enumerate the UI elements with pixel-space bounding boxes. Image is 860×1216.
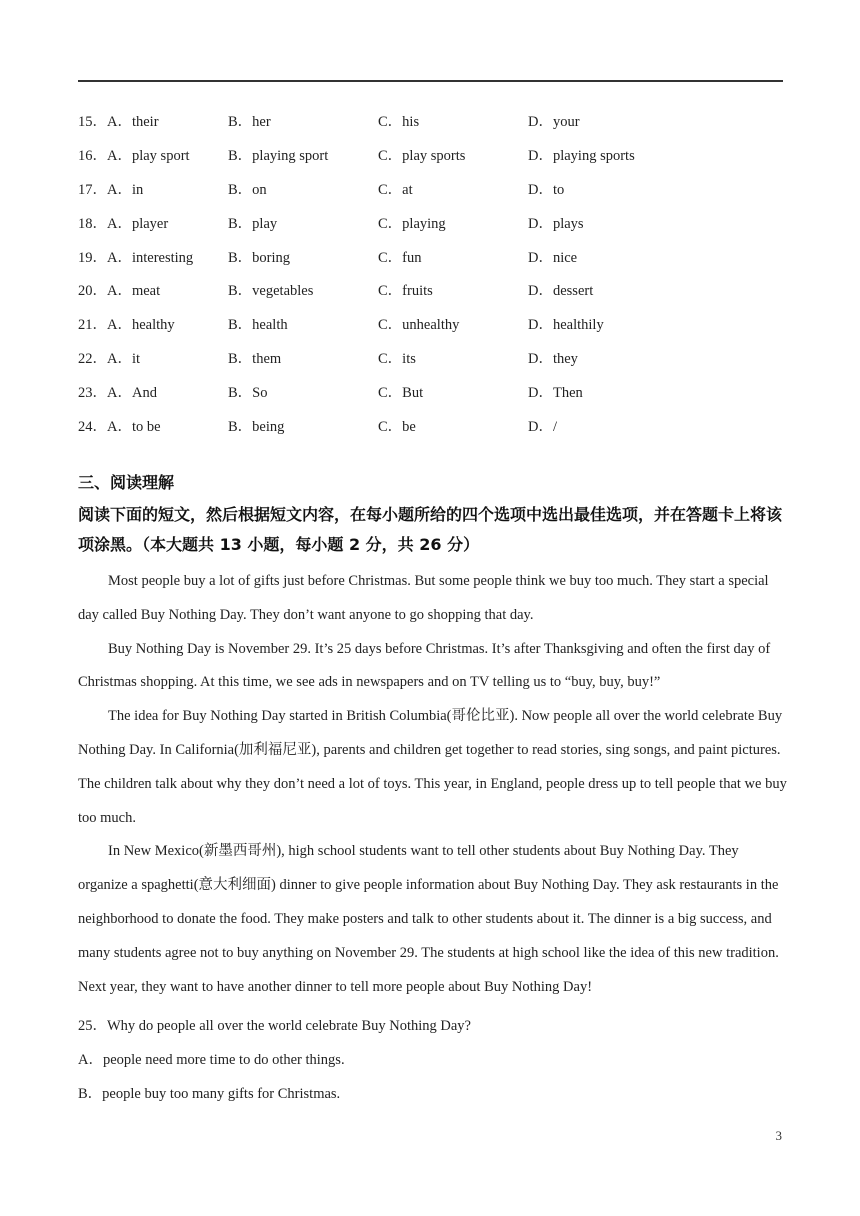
option-d: D．plays	[528, 215, 584, 232]
reading-passage	[78, 565, 788, 1004]
question-25	[78, 1010, 783, 1111]
option-b: B．playing sport	[228, 148, 329, 165]
option-a: 17．A．in	[78, 181, 144, 198]
option-c: C．its	[378, 350, 416, 367]
question-stem: 25．Why do people all over the world celebrate Buy Nothing Day?	[78, 1018, 471, 1034]
option-row	[78, 104, 783, 138]
option-a: 18．A．player	[78, 215, 169, 232]
option-c: C．at	[378, 181, 413, 198]
section-title: 三、阅读理解	[78, 473, 175, 492]
option-c: C．his	[378, 114, 420, 131]
option-d: D．/	[528, 418, 557, 435]
option-b: B．being	[228, 418, 285, 435]
passage-paragraph: In New Mexico(新墨西哥州), high school students want to tell other students about Buy Nothing Day. They organize a spaghetti(意大利细面) dinner to give people information about Buy Nothing Day. They ask restaurants in the neighborhood to donate the food. They make posters and talk to other students about it. The dinner is a big success, and many students agree not to buy anything on November 29. The students at high school like the idea of this new tradition. Next year, they want to have another dinner to tell more people about Buy Nothing Day!	[78, 843, 779, 995]
option-a: 20．A．meat	[78, 283, 161, 300]
option-a: 23．A．And	[78, 384, 157, 401]
option-row	[78, 341, 783, 375]
option-c: C．play sports	[378, 148, 466, 165]
option-row	[78, 239, 783, 273]
option-a: 16．A．play sport	[78, 148, 190, 165]
option-c: C．be	[378, 418, 416, 435]
option-row	[78, 138, 783, 172]
question-option-a: A．people need more time to do other things.	[78, 1051, 345, 1068]
option-d: D．dessert	[528, 283, 594, 300]
option-b: B．her	[228, 114, 271, 131]
passage-paragraph: Buy Nothing Day is November 29. It’s 25 days before Christmas. It’s after Thanksgiving and often the first day of Christmas shopping. At this time, we see ads in newspapers and on TV telling us to “buy, buy, buy!”	[78, 640, 771, 691]
option-a: 21．A．healthy	[78, 317, 175, 334]
option-d: D．to	[528, 181, 565, 198]
option-c: C．fruits	[378, 283, 433, 300]
option-b: B．on	[228, 181, 267, 198]
option-d: D．healthily	[528, 317, 604, 334]
option-b: B．play	[228, 215, 278, 232]
option-b: B．So	[228, 384, 268, 401]
option-c: C．But	[378, 384, 424, 401]
option-d: D．your	[528, 114, 580, 131]
option-b: B．boring	[228, 249, 291, 266]
header-rule	[78, 80, 783, 82]
option-row	[78, 205, 783, 239]
page-number: 3	[775, 1128, 782, 1143]
options-table	[78, 104, 783, 442]
option-a: 22．A．it	[78, 350, 141, 367]
option-a: 24．A．to be	[78, 418, 161, 435]
option-b: B．health	[228, 317, 288, 334]
option-c: C．playing	[378, 215, 446, 232]
option-d: D．playing sports	[528, 148, 635, 165]
option-row	[78, 273, 783, 307]
option-b: B．them	[228, 350, 282, 367]
option-a: 15．A．their	[78, 114, 159, 131]
passage-paragraph: Most people buy a lot of gifts just before Christmas. But some people think we buy too much. They start a special day called Buy Nothing Day. They don’t want anyone to go shopping that day.	[78, 573, 769, 623]
option-row	[78, 374, 783, 408]
option-d: D．they	[528, 350, 578, 367]
option-row	[78, 172, 783, 206]
option-b: B．vegetables	[228, 283, 314, 300]
option-a: 19．A．interesting	[78, 249, 194, 266]
option-row	[78, 408, 783, 442]
passage-paragraph: The idea for Buy Nothing Day started in British Columbia(哥伦比亚). Now people all over the world celebrate Buy Nothing Day. In California(加利福尼亚), parents and children get together to read stories, sing songs, and paint pictures. The children talk about why they don’t need a lot of toys. This year, in England, people dress up to tell people that we buy too much.	[78, 708, 787, 826]
option-d: D．Then	[528, 384, 583, 401]
option-row	[78, 307, 783, 341]
option-c: C．fun	[378, 249, 422, 266]
option-d: D．nice	[528, 249, 578, 266]
question-option-b: B．people buy too many gifts for Christmas.	[78, 1085, 341, 1102]
section-instructions: 阅读下面的短文，然后根据短文内容，在每小题所给的四个选项中选出最佳选项，并在答题卡上将该项涂黑。（本大题共 13 小题，每小题 2 分，共 26 分）	[78, 505, 783, 554]
option-c: C．unhealthy	[378, 317, 460, 334]
